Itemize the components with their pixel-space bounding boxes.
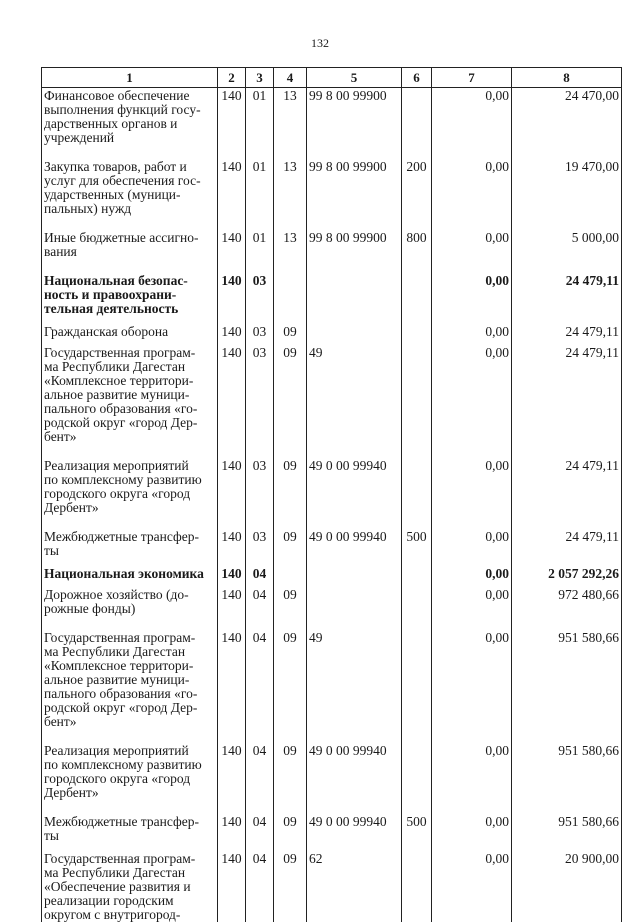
subsection-code-cell: 09 bbox=[274, 324, 307, 345]
item-name-cell bbox=[42, 458, 218, 529]
target-article-cell: 49 bbox=[307, 630, 402, 743]
amount-col8-cell: 972 480,66 bbox=[512, 587, 622, 630]
target-article-cell: 49 0 00 99940 bbox=[307, 743, 402, 814]
expense-type-cell bbox=[402, 345, 432, 458]
expense-type-cell bbox=[402, 851, 432, 922]
amount-col7-cell: 0,00 bbox=[432, 566, 512, 587]
subsection-code-cell bbox=[274, 566, 307, 587]
subsection-code-cell: 13 bbox=[274, 230, 307, 273]
amount-col7-cell: 0,00 bbox=[432, 529, 512, 566]
column-header: 6 bbox=[402, 68, 432, 88]
section-code-cell: 04 bbox=[246, 566, 274, 587]
column-header: 2 bbox=[218, 68, 246, 88]
item-name-cell bbox=[42, 630, 218, 743]
table-row bbox=[42, 324, 622, 345]
amount-col7-cell: 0,00 bbox=[432, 159, 512, 230]
target-article-cell: 49 0 00 99940 bbox=[307, 529, 402, 566]
target-article-cell: 49 0 00 99940 bbox=[307, 814, 402, 851]
target-article-cell: 99 8 00 99900 bbox=[307, 230, 402, 273]
target-article-cell: 49 bbox=[307, 345, 402, 458]
column-header: 3 bbox=[246, 68, 274, 88]
subsection-code-cell: 13 bbox=[274, 159, 307, 230]
expense-type-cell bbox=[402, 273, 432, 324]
code-140-cell: 140 bbox=[218, 743, 246, 814]
amount-col7-cell: 0,00 bbox=[432, 743, 512, 814]
column-header: 5 bbox=[307, 68, 402, 88]
amount-col8-cell: 20 900,00 bbox=[512, 851, 622, 922]
item-name-cell bbox=[42, 88, 218, 160]
subsection-code-cell: 09 bbox=[274, 458, 307, 529]
amount-col7-cell: 0,00 bbox=[432, 273, 512, 324]
section-code-cell: 04 bbox=[246, 851, 274, 922]
column-header: 4 bbox=[274, 68, 307, 88]
expense-type-cell bbox=[402, 458, 432, 529]
subsection-code-cell: 09 bbox=[274, 587, 307, 630]
item-name-text: Дорожное хозяйство (до- рожные фонды) bbox=[44, 588, 215, 616]
target-article-cell bbox=[307, 587, 402, 630]
amount-col8-cell: 2 057 292,26 bbox=[512, 566, 622, 587]
expense-type-cell bbox=[402, 324, 432, 345]
subsection-code-cell: 09 bbox=[274, 529, 307, 566]
amount-col8-cell: 951 580,66 bbox=[512, 743, 622, 814]
expense-type-cell: 800 bbox=[402, 230, 432, 273]
amount-col8-cell: 24 479,11 bbox=[512, 345, 622, 458]
section-code-cell: 01 bbox=[246, 159, 274, 230]
code-140-cell: 140 bbox=[218, 230, 246, 273]
item-name-text: Государственная програм- ма Республики Дагестан «Комплексное территори- альное развитие муници- пального образования «го- родской округ «город Дер- бент» bbox=[44, 631, 215, 729]
item-name-cell bbox=[42, 345, 218, 458]
table-row bbox=[42, 230, 622, 273]
item-name-text: Финансовое обеспечение выполнения функций госу- дарственных органов и учреждений bbox=[44, 89, 215, 145]
expense-type-cell bbox=[402, 566, 432, 587]
expense-type-cell: 500 bbox=[402, 529, 432, 566]
item-name-cell bbox=[42, 587, 218, 630]
amount-col7-cell: 0,00 bbox=[432, 230, 512, 273]
subsection-code-cell: 13 bbox=[274, 88, 307, 160]
target-article-cell bbox=[307, 273, 402, 324]
section-code-cell: 01 bbox=[246, 88, 274, 160]
expense-type-cell bbox=[402, 587, 432, 630]
amount-col8-cell: 19 470,00 bbox=[512, 159, 622, 230]
amount-col7-cell: 0,00 bbox=[432, 88, 512, 160]
item-name-text: Межбюджетные трансфер- ты bbox=[44, 530, 215, 558]
subsection-code-cell: 09 bbox=[274, 630, 307, 743]
code-140-cell: 140 bbox=[218, 88, 246, 160]
expense-type-cell: 200 bbox=[402, 159, 432, 230]
expense-type-cell bbox=[402, 88, 432, 160]
item-name-text: Реализация мероприятий по комплексному развитию городского округа «город Дербент» bbox=[44, 744, 215, 800]
amount-col8-cell: 24 479,11 bbox=[512, 529, 622, 566]
item-name-text: Иные бюджетные ассигно- вания bbox=[44, 231, 215, 259]
amount-col8-cell: 951 580,66 bbox=[512, 814, 622, 851]
amount-col8-cell: 24 479,11 bbox=[512, 458, 622, 529]
amount-col7-cell: 0,00 bbox=[432, 458, 512, 529]
section-code-cell: 03 bbox=[246, 345, 274, 458]
expense-type-cell bbox=[402, 630, 432, 743]
amount-col7-cell: 0,00 bbox=[432, 345, 512, 458]
amount-col7-cell: 0,00 bbox=[432, 630, 512, 743]
table-row bbox=[42, 630, 622, 743]
target-article-cell: 99 8 00 99900 bbox=[307, 88, 402, 160]
amount-col7-cell: 0,00 bbox=[432, 587, 512, 630]
item-name-text: Гражданская оборона bbox=[44, 325, 215, 339]
section-code-cell: 03 bbox=[246, 324, 274, 345]
code-140-cell: 140 bbox=[218, 273, 246, 324]
subsection-code-cell: 09 bbox=[274, 743, 307, 814]
item-name-text: Национальная безопас- ность и правоохрани- тельная деятельность bbox=[44, 274, 215, 316]
table-header-row bbox=[42, 68, 622, 88]
section-code-cell: 04 bbox=[246, 814, 274, 851]
section-code-cell: 03 bbox=[246, 458, 274, 529]
code-140-cell: 140 bbox=[218, 630, 246, 743]
code-140-cell: 140 bbox=[218, 324, 246, 345]
section-code-cell: 04 bbox=[246, 743, 274, 814]
target-article-cell: 62 bbox=[307, 851, 402, 922]
table-row bbox=[42, 814, 622, 851]
column-header: 7 bbox=[432, 68, 512, 88]
column-header: 1 bbox=[42, 68, 218, 88]
target-article-cell: 99 8 00 99900 bbox=[307, 159, 402, 230]
amount-col8-cell: 24 479,11 bbox=[512, 324, 622, 345]
code-140-cell: 140 bbox=[218, 345, 246, 458]
subsection-code-cell: 09 bbox=[274, 814, 307, 851]
code-140-cell: 140 bbox=[218, 814, 246, 851]
section-code-cell: 04 bbox=[246, 630, 274, 743]
item-name-text: Государственная програм- ма Республики Дагестан «Комплексное территори- альное развитие муници- пального образования «го- родской округ «город Дер- бент» bbox=[44, 346, 215, 444]
item-name-text: Реализация мероприятий по комплексному развитию городского округа «город Дербент» bbox=[44, 459, 215, 515]
amount-col7-cell: 0,00 bbox=[432, 324, 512, 345]
item-name-cell bbox=[42, 273, 218, 324]
section-code-cell: 01 bbox=[246, 230, 274, 273]
subsection-code-cell bbox=[274, 273, 307, 324]
code-140-cell: 140 bbox=[218, 159, 246, 230]
table-body bbox=[42, 88, 622, 922]
item-name-text: Межбюджетные трансфер- ты bbox=[44, 815, 215, 843]
item-name-text: Закупка товаров, работ и услуг для обеспечения гос- ударственных (муници- пальных) нужд bbox=[44, 160, 215, 216]
table-row bbox=[42, 743, 622, 814]
amount-col8-cell: 951 580,66 bbox=[512, 630, 622, 743]
code-140-cell: 140 bbox=[218, 851, 246, 922]
item-name-cell bbox=[42, 324, 218, 345]
subsection-code-cell: 09 bbox=[274, 851, 307, 922]
code-140-cell: 140 bbox=[218, 587, 246, 630]
section-code-cell: 03 bbox=[246, 273, 274, 324]
code-140-cell: 140 bbox=[218, 458, 246, 529]
table-row bbox=[42, 458, 622, 529]
expense-type-cell bbox=[402, 743, 432, 814]
section-code-cell: 03 bbox=[246, 529, 274, 566]
target-article-cell bbox=[307, 324, 402, 345]
item-name-text: Национальная экономика bbox=[44, 567, 215, 581]
item-name-cell bbox=[42, 159, 218, 230]
table-row bbox=[42, 88, 622, 160]
item-name-text: Государственная програм- ма Республики Дагестан «Обеспечение развития и реализации городским округом с внутригород- bbox=[44, 852, 215, 922]
amount-col8-cell: 24 470,00 bbox=[512, 88, 622, 160]
table-row bbox=[42, 273, 622, 324]
amount-col8-cell: 5 000,00 bbox=[512, 230, 622, 273]
table-row bbox=[42, 566, 622, 587]
column-header: 8 bbox=[512, 68, 622, 88]
budget-table bbox=[41, 67, 622, 922]
table-row bbox=[42, 587, 622, 630]
page-number: 132 bbox=[0, 36, 640, 51]
table-row bbox=[42, 345, 622, 458]
table-row bbox=[42, 529, 622, 566]
subsection-code-cell: 09 bbox=[274, 345, 307, 458]
code-140-cell: 140 bbox=[218, 529, 246, 566]
target-article-cell bbox=[307, 566, 402, 587]
item-name-cell bbox=[42, 851, 218, 922]
section-code-cell: 04 bbox=[246, 587, 274, 630]
code-140-cell: 140 bbox=[218, 566, 246, 587]
amount-col7-cell: 0,00 bbox=[432, 851, 512, 922]
item-name-cell bbox=[42, 814, 218, 851]
table-row bbox=[42, 159, 622, 230]
item-name-cell bbox=[42, 230, 218, 273]
item-name-cell bbox=[42, 743, 218, 814]
table-row bbox=[42, 851, 622, 922]
item-name-cell bbox=[42, 529, 218, 566]
amount-col7-cell: 0,00 bbox=[432, 814, 512, 851]
target-article-cell: 49 0 00 99940 bbox=[307, 458, 402, 529]
expense-type-cell: 500 bbox=[402, 814, 432, 851]
item-name-cell bbox=[42, 566, 218, 587]
amount-col8-cell: 24 479,11 bbox=[512, 273, 622, 324]
